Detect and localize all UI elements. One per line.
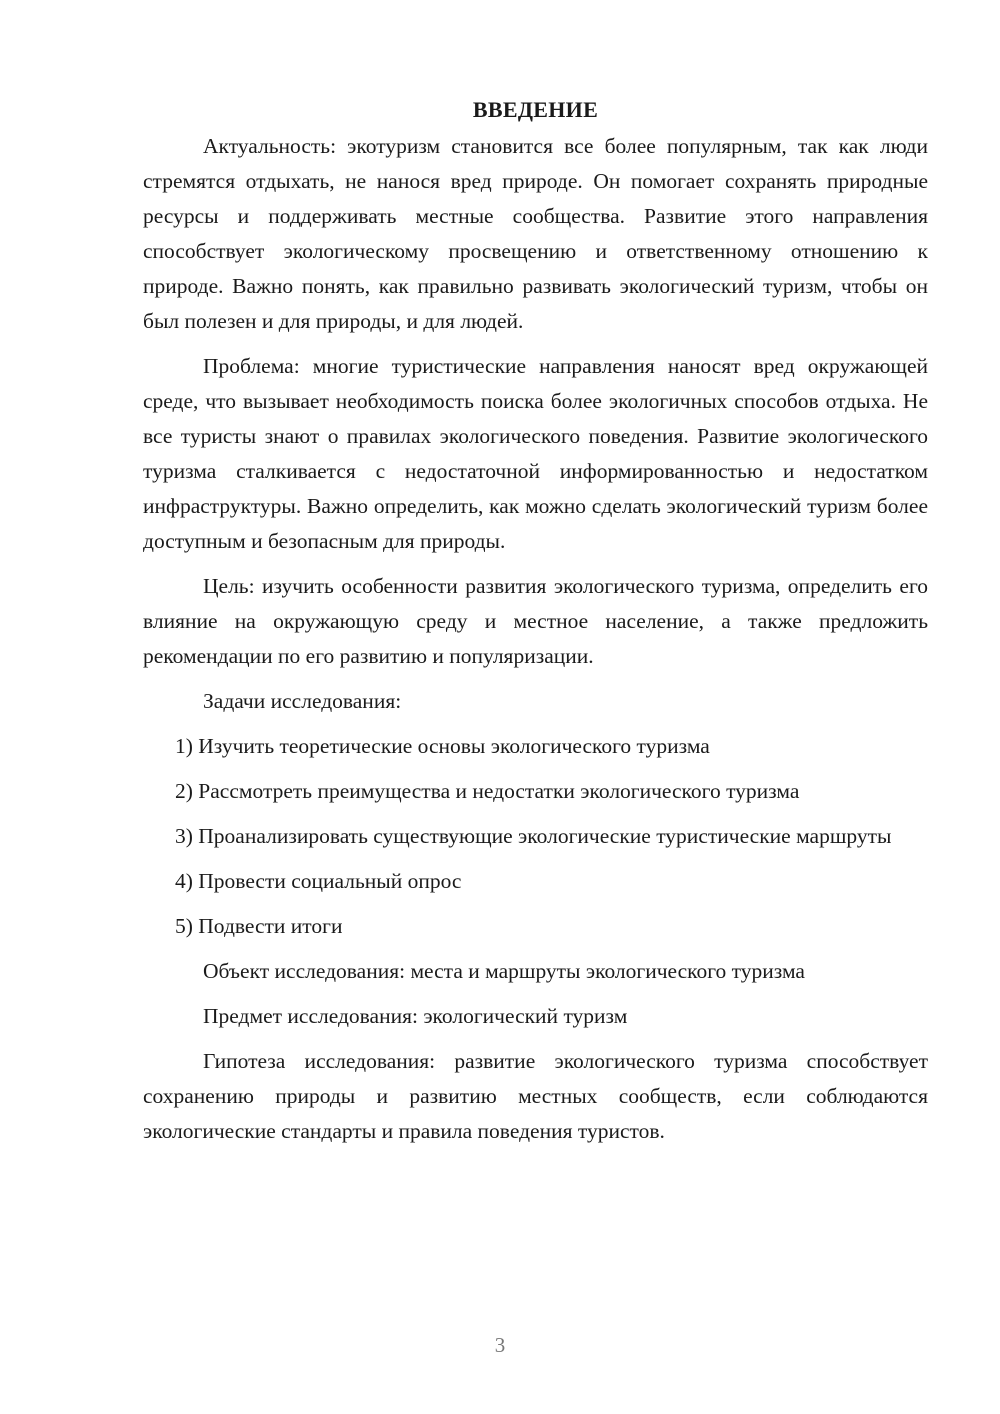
document-page <box>143 92 928 1159</box>
goal-paragraph: Цель: изучить особенности развития экологического туризма, определить его влияние на окружающую среду и местное население, а также предложить рекомендации по его развитию и популяризации. <box>143 574 928 668</box>
page-number: 3 <box>494 1333 506 1357</box>
page-title: ВВЕДЕНИЕ <box>472 97 599 122</box>
tasks-list <box>143 729 928 944</box>
list-item: 5) Подвести итоги <box>175 914 343 938</box>
tasks-heading: Задачи исследования: <box>203 689 402 713</box>
list-item: 1) Изучить теоретические основы экологического туризма <box>175 734 710 758</box>
list-item: 2) Рассмотреть преимущества и недостатки экологического туризма <box>175 779 800 803</box>
research-subject: Предмет исследования: экологический туризм <box>203 1004 628 1028</box>
research-object: Объект исследования: места и маршруты экологического туризма <box>203 959 805 983</box>
list-item: 3) Проанализировать существующие экологические туристические маршруты <box>175 824 892 848</box>
hypothesis-paragraph: Гипотеза исследования: развитие экологического туризма способствует сохранению природы и развитию местных сообществ, если соблюдаются экологические стандарты и правила поведения туристов. <box>143 1049 928 1143</box>
problem-paragraph: Проблема: многие туристические направления наносят вред окружающей среде, что вызывает необходимость поиска более экологичных способов отдыха. Не все туристы знают о правилах экологического поведения. Развитие экологического туризма сталкивается с недостаточной информированностью и недостатком инфраструктуры. Важно определить, как можно сделать экологический туризм более доступным и безопасным для природы. <box>143 354 928 553</box>
list-item: 4) Провести социальный опрос <box>175 869 462 893</box>
relevance-paragraph: Актуальность: экотуризм становится все более популярным, так как люди стремятся отдыхать, не нанося вред природе. Он помогает сохранять природные ресурсы и поддерживать местные сообщества. Развитие этого направления способствует экологическому просвещению и ответственному отношению к природе. Важно понять, как правильно развивать экологический туризм, чтобы он был полезен и для природы, и для людей. <box>143 134 928 333</box>
